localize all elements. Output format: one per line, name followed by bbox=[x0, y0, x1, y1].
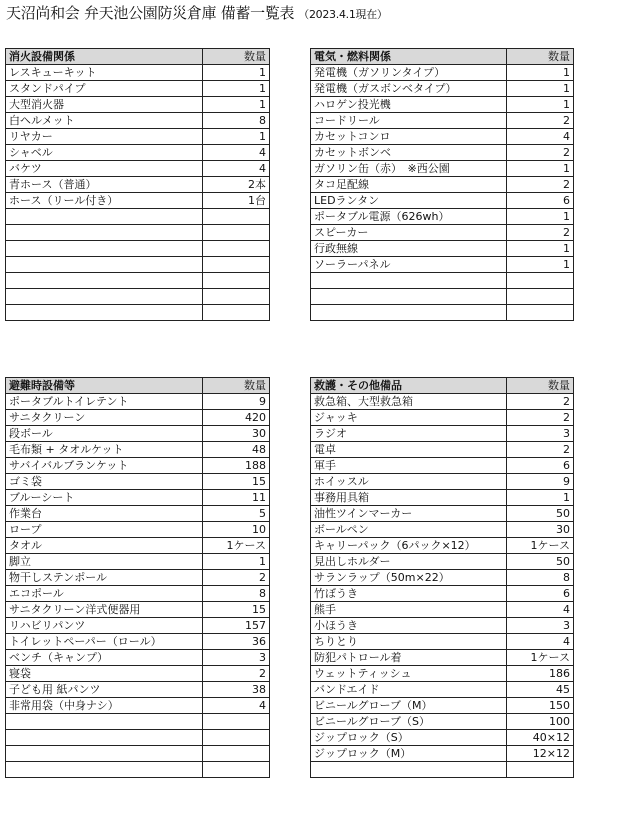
empty-cell bbox=[203, 273, 270, 289]
table-row bbox=[311, 602, 574, 618]
item-name: ちりとり bbox=[311, 634, 507, 650]
table-row bbox=[311, 177, 574, 193]
table-row bbox=[311, 522, 574, 538]
item-name: ラジオ bbox=[311, 426, 507, 442]
empty-cell bbox=[6, 289, 203, 305]
empty-cell bbox=[6, 241, 203, 257]
empty-cell bbox=[6, 305, 203, 321]
empty-cell bbox=[507, 289, 574, 305]
item-quantity: 36 bbox=[203, 634, 270, 650]
item-quantity: 2 bbox=[203, 666, 270, 682]
table-row bbox=[311, 714, 574, 730]
item-quantity: 50 bbox=[507, 554, 574, 570]
table-header-row bbox=[6, 378, 270, 394]
item-name: 熊手 bbox=[311, 602, 507, 618]
item-quantity: 12×12 bbox=[507, 746, 574, 762]
table-row bbox=[311, 682, 574, 698]
item-quantity: 3 bbox=[507, 426, 574, 442]
item-quantity: 2 bbox=[507, 225, 574, 241]
item-quantity: 6 bbox=[507, 458, 574, 474]
empty-cell bbox=[311, 289, 507, 305]
table-row bbox=[6, 273, 270, 289]
item-name: 事務用具箱 bbox=[311, 490, 507, 506]
item-quantity: 40×12 bbox=[507, 730, 574, 746]
item-name: リハビリパンツ bbox=[6, 618, 203, 634]
item-name: スタンドパイプ bbox=[6, 81, 203, 97]
item-quantity: 4 bbox=[203, 161, 270, 177]
item-name: 白ヘルメット bbox=[6, 113, 203, 129]
as-of-date: （2023.4.1現在） bbox=[298, 8, 388, 21]
table-row bbox=[6, 618, 270, 634]
item-quantity: 4 bbox=[203, 145, 270, 161]
item-name: コードリール bbox=[311, 113, 507, 129]
item-quantity: 50 bbox=[507, 506, 574, 522]
empty-cell bbox=[6, 762, 203, 778]
table-row bbox=[311, 410, 574, 426]
table-row bbox=[311, 554, 574, 570]
table-row bbox=[311, 618, 574, 634]
table-header-row bbox=[6, 49, 270, 65]
item-quantity: 11 bbox=[203, 490, 270, 506]
item-quantity: 1ケース bbox=[507, 538, 574, 554]
table-row bbox=[311, 458, 574, 474]
item-quantity: 1 bbox=[203, 554, 270, 570]
table-row bbox=[311, 145, 574, 161]
section-header: 救護・その他備品 bbox=[311, 378, 507, 394]
item-quantity: 1 bbox=[203, 65, 270, 81]
empty-cell bbox=[311, 762, 507, 778]
item-name: 軍手 bbox=[311, 458, 507, 474]
table-row bbox=[311, 650, 574, 666]
empty-cell bbox=[6, 714, 203, 730]
table-row bbox=[6, 554, 270, 570]
item-name: タオル bbox=[6, 538, 203, 554]
table-row bbox=[6, 305, 270, 321]
item-quantity: 2 bbox=[203, 570, 270, 586]
item-name: ボールペン bbox=[311, 522, 507, 538]
item-quantity: 8 bbox=[203, 586, 270, 602]
empty-cell bbox=[203, 305, 270, 321]
item-quantity: 1 bbox=[203, 97, 270, 113]
empty-cell bbox=[203, 762, 270, 778]
item-quantity: 420 bbox=[203, 410, 270, 426]
item-quantity: 1 bbox=[507, 161, 574, 177]
item-name: 青ホース（普通） bbox=[6, 177, 203, 193]
item-name: ビニールグローブ（M） bbox=[311, 698, 507, 714]
item-name: ウェットティッシュ bbox=[311, 666, 507, 682]
item-name: ブルーシート bbox=[6, 490, 203, 506]
item-name: ゴミ袋 bbox=[6, 474, 203, 490]
item-name: ホース（リール付き） bbox=[6, 193, 203, 209]
item-name: 見出しホルダー bbox=[311, 554, 507, 570]
table-row bbox=[311, 746, 574, 762]
table-row bbox=[311, 570, 574, 586]
empty-cell bbox=[203, 730, 270, 746]
table-row bbox=[6, 209, 270, 225]
item-quantity: 186 bbox=[507, 666, 574, 682]
table-row bbox=[311, 762, 574, 778]
item-name: 非常用袋（中身ナシ） bbox=[6, 698, 203, 714]
table-row bbox=[311, 634, 574, 650]
item-name: サバイバルブランケット bbox=[6, 458, 203, 474]
item-quantity: 1 bbox=[507, 209, 574, 225]
item-name: リヤカー bbox=[6, 129, 203, 145]
item-name: シャベル bbox=[6, 145, 203, 161]
empty-cell bbox=[507, 305, 574, 321]
table-row bbox=[311, 698, 574, 714]
item-name: 脚立 bbox=[6, 554, 203, 570]
item-quantity: 150 bbox=[507, 698, 574, 714]
item-name: 大型消火器 bbox=[6, 97, 203, 113]
item-quantity: 45 bbox=[507, 682, 574, 698]
empty-cell bbox=[311, 273, 507, 289]
empty-cell bbox=[311, 305, 507, 321]
item-quantity: 5 bbox=[203, 506, 270, 522]
item-name: タコ足配線 bbox=[311, 177, 507, 193]
table-row bbox=[311, 225, 574, 241]
table-row bbox=[6, 650, 270, 666]
table-row bbox=[6, 474, 270, 490]
item-name: LEDランタン bbox=[311, 193, 507, 209]
item-quantity: 1 bbox=[507, 81, 574, 97]
table-row bbox=[6, 129, 270, 145]
item-name: カセットコンロ bbox=[311, 129, 507, 145]
item-name: バケツ bbox=[6, 161, 203, 177]
item-name: 毛布類 + タオルケット bbox=[6, 442, 203, 458]
empty-cell bbox=[6, 225, 203, 241]
item-quantity: 1ケース bbox=[507, 650, 574, 666]
item-quantity: 2 bbox=[507, 410, 574, 426]
empty-cell bbox=[203, 241, 270, 257]
item-name: ポータブルトイレテント bbox=[6, 394, 203, 410]
table-row bbox=[6, 145, 270, 161]
table-row bbox=[311, 289, 574, 305]
item-quantity: 3 bbox=[507, 618, 574, 634]
item-name: バンドエイド bbox=[311, 682, 507, 698]
item-name: カセットボンベ bbox=[311, 145, 507, 161]
table-row bbox=[6, 570, 270, 586]
table-row bbox=[311, 426, 574, 442]
item-name: 子ども用 紙パンツ bbox=[6, 682, 203, 698]
table-row bbox=[6, 698, 270, 714]
table-row bbox=[6, 97, 270, 113]
item-name: 小ほうき bbox=[311, 618, 507, 634]
item-name: ハロゲン投光機 bbox=[311, 97, 507, 113]
item-quantity: 2 bbox=[507, 394, 574, 410]
table-row bbox=[6, 490, 270, 506]
item-quantity: 2本 bbox=[203, 177, 270, 193]
item-name: 発電機（ガソリンタイプ） bbox=[311, 65, 507, 81]
item-name: ホイッスル bbox=[311, 474, 507, 490]
empty-cell bbox=[6, 746, 203, 762]
table-row bbox=[6, 442, 270, 458]
table-row bbox=[6, 65, 270, 81]
table-row bbox=[311, 113, 574, 129]
item-quantity: 15 bbox=[203, 602, 270, 618]
table-row bbox=[6, 458, 270, 474]
empty-cell bbox=[203, 746, 270, 762]
table-row bbox=[311, 538, 574, 554]
empty-cell bbox=[203, 225, 270, 241]
table-row bbox=[6, 682, 270, 698]
item-name: 物干しステンポール bbox=[6, 570, 203, 586]
item-name: 救急箱、大型救急箱 bbox=[311, 394, 507, 410]
table-row bbox=[6, 257, 270, 273]
quantity-header: 数量 bbox=[203, 378, 270, 394]
electric-fuel-table bbox=[310, 48, 574, 321]
item-quantity: 1 bbox=[507, 65, 574, 81]
table-row bbox=[6, 762, 270, 778]
item-quantity: 38 bbox=[203, 682, 270, 698]
table-row bbox=[311, 97, 574, 113]
table-row bbox=[6, 746, 270, 762]
item-name: ジップロック（S） bbox=[311, 730, 507, 746]
table-row bbox=[6, 426, 270, 442]
item-quantity: 10 bbox=[203, 522, 270, 538]
page-title bbox=[6, 2, 388, 23]
table-row bbox=[311, 209, 574, 225]
item-quantity: 1 bbox=[507, 97, 574, 113]
item-name: ガソリン缶（赤） ※西公園 bbox=[311, 161, 507, 177]
empty-cell bbox=[507, 762, 574, 778]
item-quantity: 2 bbox=[507, 113, 574, 129]
table-row bbox=[6, 177, 270, 193]
section-header: 電気・燃料関係 bbox=[311, 49, 507, 65]
item-name: サランラップ（50m×22） bbox=[311, 570, 507, 586]
table-row bbox=[311, 474, 574, 490]
item-name: 段ボール bbox=[6, 426, 203, 442]
empty-cell bbox=[203, 209, 270, 225]
table-row bbox=[6, 193, 270, 209]
item-quantity: 8 bbox=[203, 113, 270, 129]
table-row bbox=[311, 506, 574, 522]
section-header: 消火設備関係 bbox=[6, 49, 203, 65]
item-quantity: 1 bbox=[507, 257, 574, 273]
item-quantity: 4 bbox=[507, 602, 574, 618]
item-quantity: 4 bbox=[507, 634, 574, 650]
item-name: 寝袋 bbox=[6, 666, 203, 682]
item-quantity: 2 bbox=[507, 145, 574, 161]
table-row bbox=[6, 714, 270, 730]
table-row bbox=[6, 161, 270, 177]
item-quantity: 48 bbox=[203, 442, 270, 458]
table-row bbox=[311, 273, 574, 289]
item-quantity: 6 bbox=[507, 193, 574, 209]
item-name: エコポール bbox=[6, 586, 203, 602]
table-row bbox=[311, 241, 574, 257]
table-row bbox=[6, 730, 270, 746]
item-name: 防犯パトロール着 bbox=[311, 650, 507, 666]
table-row bbox=[6, 410, 270, 426]
item-quantity: 1 bbox=[203, 81, 270, 97]
table-row bbox=[311, 442, 574, 458]
empty-cell bbox=[6, 273, 203, 289]
item-quantity: 30 bbox=[507, 522, 574, 538]
rescue-other-supplies-table bbox=[310, 377, 574, 778]
item-quantity: 1 bbox=[507, 241, 574, 257]
empty-cell bbox=[6, 730, 203, 746]
item-quantity: 3 bbox=[203, 650, 270, 666]
item-quantity: 15 bbox=[203, 474, 270, 490]
table-row bbox=[6, 602, 270, 618]
item-quantity: 2 bbox=[507, 442, 574, 458]
item-name: 行政無線 bbox=[311, 241, 507, 257]
item-quantity: 4 bbox=[507, 129, 574, 145]
item-quantity: 1 bbox=[507, 490, 574, 506]
table-header-row bbox=[311, 378, 574, 394]
item-quantity: 8 bbox=[507, 570, 574, 586]
item-name: サニタクリーン洋式便器用 bbox=[6, 602, 203, 618]
item-quantity: 188 bbox=[203, 458, 270, 474]
table-header-row bbox=[311, 49, 574, 65]
table-row bbox=[6, 666, 270, 682]
table-row bbox=[6, 522, 270, 538]
table-row bbox=[311, 586, 574, 602]
table-row bbox=[311, 305, 574, 321]
table-row bbox=[6, 289, 270, 305]
table-row bbox=[311, 65, 574, 81]
table-row bbox=[6, 225, 270, 241]
item-quantity: 1 bbox=[203, 129, 270, 145]
section-header: 避難時設備等 bbox=[6, 378, 203, 394]
item-name: サニタクリーン bbox=[6, 410, 203, 426]
empty-cell bbox=[203, 289, 270, 305]
table-row bbox=[6, 538, 270, 554]
table-row bbox=[311, 730, 574, 746]
item-quantity: 2 bbox=[507, 177, 574, 193]
quantity-header: 数量 bbox=[507, 49, 574, 65]
quantity-header: 数量 bbox=[203, 49, 270, 65]
item-quantity: 9 bbox=[203, 394, 270, 410]
item-quantity: 6 bbox=[507, 586, 574, 602]
table-row bbox=[311, 666, 574, 682]
table-row bbox=[6, 586, 270, 602]
item-name: 電卓 bbox=[311, 442, 507, 458]
item-quantity: 4 bbox=[203, 698, 270, 714]
title-text: 天沼尚和会 弁天池公園防災倉庫 備蓄一覧表 bbox=[6, 4, 295, 22]
item-name: スピーカー bbox=[311, 225, 507, 241]
item-name: ジップロック（M） bbox=[311, 746, 507, 762]
item-name: ポータブル電源（626wh） bbox=[311, 209, 507, 225]
evacuation-equipment-table bbox=[5, 377, 270, 778]
item-name: 作業台 bbox=[6, 506, 203, 522]
table-row bbox=[311, 257, 574, 273]
item-name: 油性ツインマーカー bbox=[311, 506, 507, 522]
item-name: トイレットペーパー（ロール） bbox=[6, 634, 203, 650]
table-row bbox=[6, 241, 270, 257]
empty-cell bbox=[507, 273, 574, 289]
table-row bbox=[311, 81, 574, 97]
item-name: ロープ bbox=[6, 522, 203, 538]
item-name: ビニールグローブ（S） bbox=[311, 714, 507, 730]
table-row bbox=[6, 394, 270, 410]
table-row bbox=[311, 394, 574, 410]
table-row bbox=[311, 161, 574, 177]
table-row bbox=[311, 490, 574, 506]
item-name: 竹ぼうき bbox=[311, 586, 507, 602]
item-name: レスキューキット bbox=[6, 65, 203, 81]
item-name: ソーラーパネル bbox=[311, 257, 507, 273]
item-quantity: 9 bbox=[507, 474, 574, 490]
empty-cell bbox=[203, 257, 270, 273]
item-name: 発電機（ガスボンベタイプ） bbox=[311, 81, 507, 97]
empty-cell bbox=[203, 714, 270, 730]
table-row bbox=[6, 113, 270, 129]
item-name: ジャッキ bbox=[311, 410, 507, 426]
item-quantity: 157 bbox=[203, 618, 270, 634]
empty-cell bbox=[6, 257, 203, 273]
item-quantity: 1ケース bbox=[203, 538, 270, 554]
item-quantity: 30 bbox=[203, 426, 270, 442]
table-row bbox=[311, 193, 574, 209]
empty-cell bbox=[6, 209, 203, 225]
table-row bbox=[311, 129, 574, 145]
table-row bbox=[6, 506, 270, 522]
item-name: キャリーパック（6パック×12） bbox=[311, 538, 507, 554]
table-row bbox=[6, 634, 270, 650]
item-quantity: 100 bbox=[507, 714, 574, 730]
table-row bbox=[6, 81, 270, 97]
item-quantity: 1台 bbox=[203, 193, 270, 209]
fire-equipment-table bbox=[5, 48, 270, 321]
quantity-header: 数量 bbox=[507, 378, 574, 394]
item-name: ベンチ（キャンプ） bbox=[6, 650, 203, 666]
